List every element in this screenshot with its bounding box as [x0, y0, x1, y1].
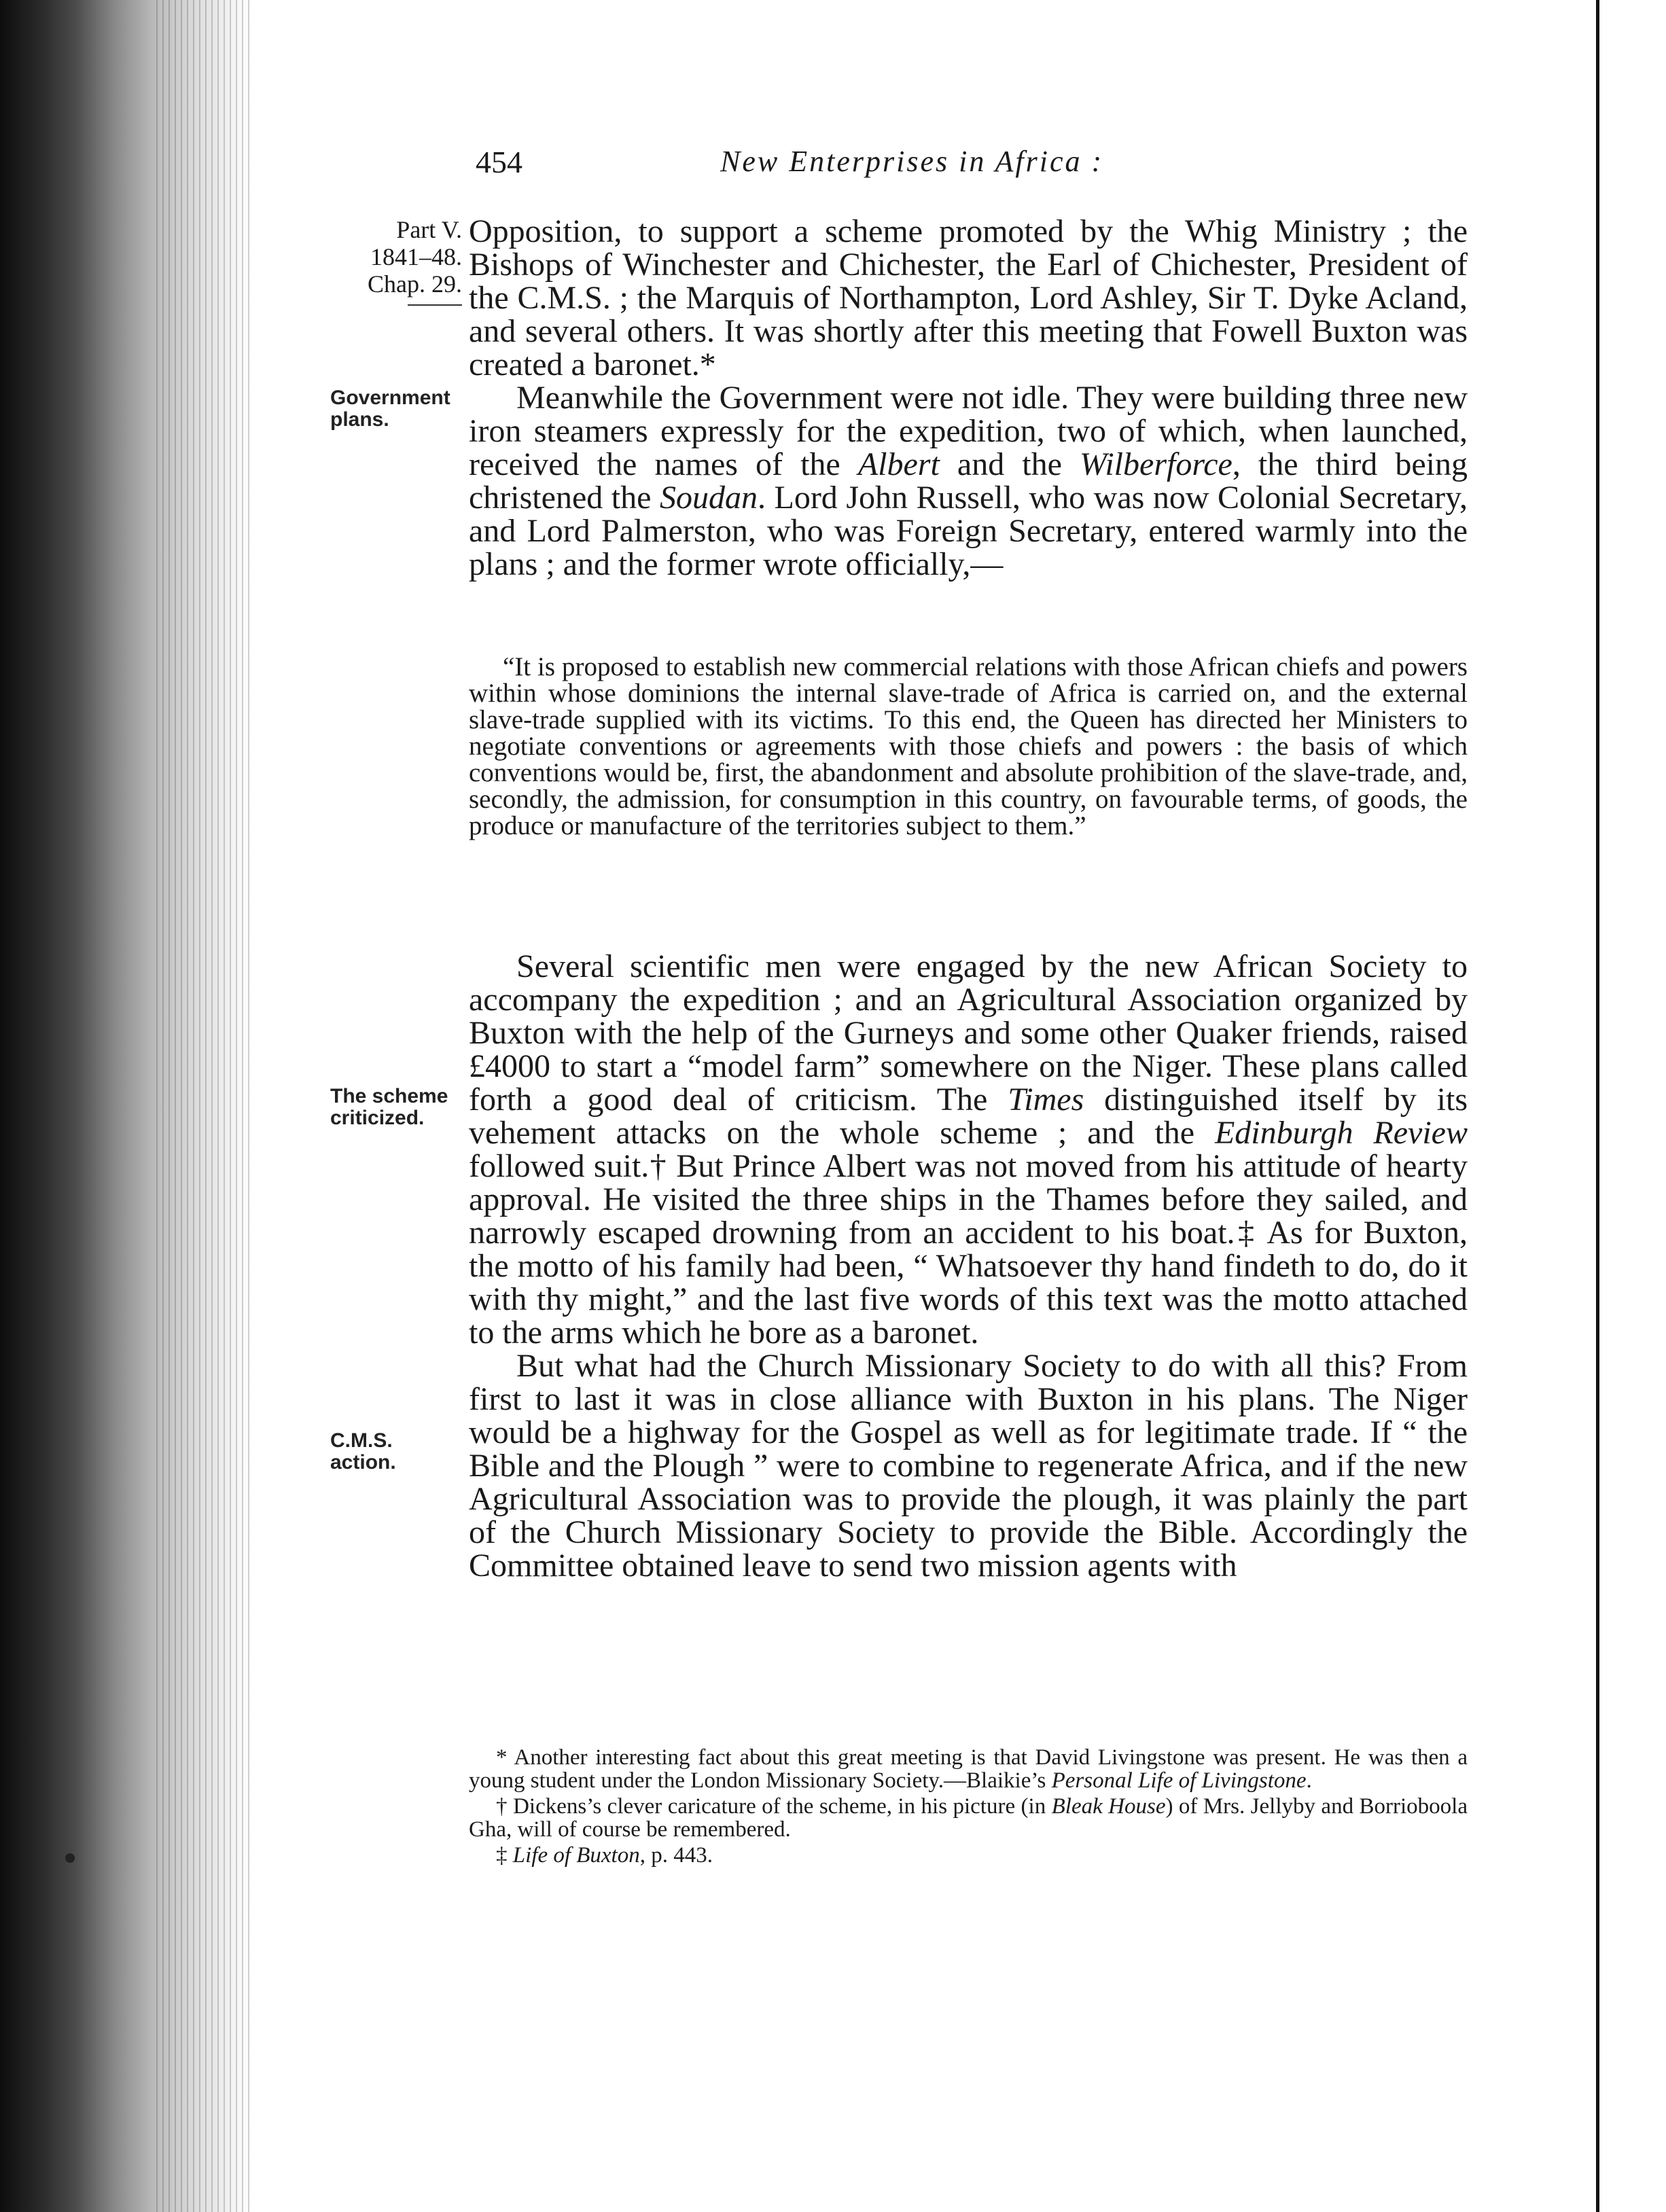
ship-name-soudan: Soudan: [659, 480, 758, 516]
years-label: 1841–48.: [370, 243, 462, 270]
footnote-1: * Another interesting fact about this great meeting is that David Livingstone was present. He was then a young student under the London Missionary Society.—Blaikie’s Personal Life of Livingstone.: [469, 1745, 1468, 1793]
side-note-cms-action: C.M.S. action.: [330, 1429, 396, 1474]
footnote-3: ‡ Life of Buxton, p. 443.: [496, 1843, 713, 1868]
footnotes: [469, 1746, 1468, 1870]
paragraph-scientific-men: Several scientific men were engaged by the new African Society to accompany the expedition ; and an Agricultural Association organized by Buxton with the help of the Gurneys and some other Quaker friends, raised £4000 to start a “model farm” somewhere on the Niger. These plans called forth a good deal of criticism. The Times distinguished itself by its vehement attacks on the whole scheme ; and the Edinburgh Review followed suit.† But Prince Albert was not moved from his attitude of hearty approval. He visited the three ships in the Thames before they sailed, and narrowly escaped drowning from an accident to his boat.‡ As for Buxton, the motto of his family had been, “ Whatsoever thy hand findeth to do, do it with thy might,” and the last five words of this text was the motto attached to the arms which he bore as a baronet.: [469, 948, 1468, 1351]
ship-name-albert: Albert: [857, 446, 940, 482]
ship-name-wilberforce: Wilberforce: [1080, 446, 1233, 482]
part-chapter-reference: [326, 216, 462, 306]
body-section-2: [469, 950, 1468, 1582]
official-quote: “It is proposed to establish new commercial relations with those African chiefs and powers within whose dominions the internal slave-trade of Africa is carried on, and the external slave-trade supplied with its victims. To this end, the Queen has directed her Ministers to negotiate conventions or agreements with those chiefs and powers : the basis of which conventions would be, first, the abandonment and absolute prohibition of the slave-trade, and, secondly, the admission, for consumption in this country, on favourable terms, of goods, the produce or manufacture of the territories subject to them.”: [469, 652, 1468, 840]
scan-speck: [65, 1853, 75, 1863]
right-page-edge: [1596, 0, 1666, 2212]
publication-times: Times: [1008, 1082, 1084, 1118]
footnote-2: † Dickens’s clever caricature of the scheme, in his picture (in Bleak House) of Mrs. Jellyby and Borrioboola Gha, will of course be remembered.: [469, 1794, 1468, 1842]
page-number: 454: [476, 145, 522, 179]
body-section-1: [469, 215, 1468, 581]
running-head: [476, 144, 1481, 192]
margin-rule: [408, 304, 462, 306]
side-note-government-plans: Government plans.: [330, 387, 450, 431]
publication-edinburgh-review: Edinburgh Review: [1214, 1115, 1468, 1151]
paragraph-cms: But what had the Church Missionary Society to do with all this? From first to last it was in close alliance with Buxton in his plans. The Niger would be a highway for the Gospel as well as for legitimate trade. If “ the Bible and the Plough ” were to combine to regenerate Africa, and if the new Agricultural Association was to provide the plough, it was plainly the part of the Church Missionary Society to provide the Bible. Accordingly the Committee obtained leave to send two mission agents with: [469, 1348, 1468, 1584]
page-edges: [156, 0, 251, 2212]
part-label: Part V.: [396, 216, 462, 243]
side-note-scheme-criticized: The scheme criticized.: [330, 1085, 448, 1129]
chapter-label: Chap. 29.: [368, 270, 462, 298]
paragraph-government: Meanwhile the Government were not idle. They were building three new iron steamers expressly for the expedition, two of which, when launched, received the names of the Albert and the Wilberforce, the third being christened the Soudan. Lord John Russell, who was now Colonial Secretary, and Lord Palmerston, who was Foreign Secretary, entered warmly into the plans ; and the former wrote officially,—: [469, 380, 1468, 582]
paragraph-opposition: Opposition, to support a scheme promoted by the Whig Ministry ; the Bishops of Winchester and Chichester, the Earl of Chichester, President of the C.M.S. ; the Marquis of Northampton, Lord Ashley, Sir T. Dyke Acland, and several others. It was shortly after this meeting that Fowell Buxton was created a baronet.*: [469, 213, 1468, 382]
running-title: New Enterprises in Africa :: [720, 145, 1104, 178]
